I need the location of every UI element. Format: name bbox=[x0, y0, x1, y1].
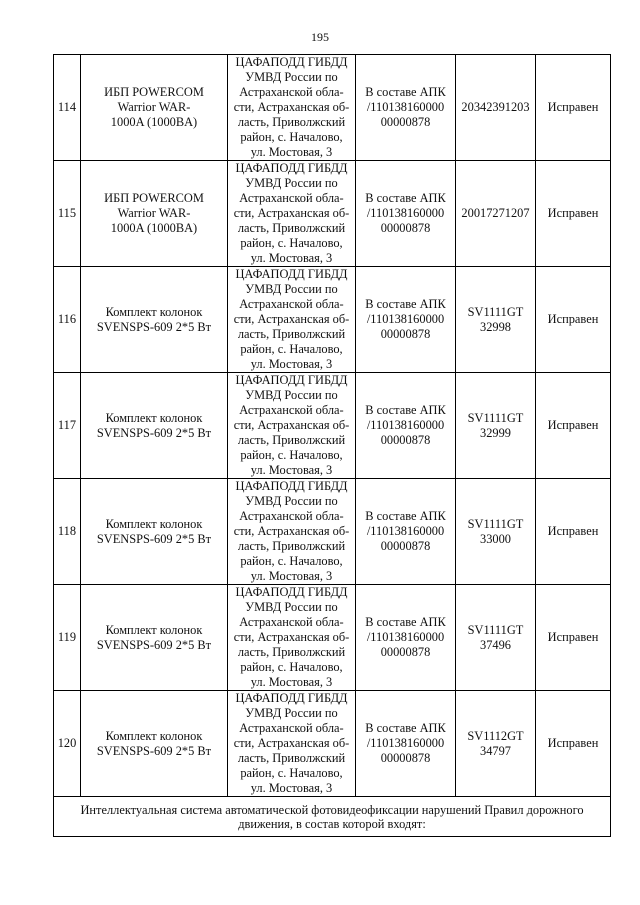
cell-line: В составе АПК bbox=[365, 191, 446, 205]
cell-line: 1000A (1000BA) bbox=[110, 221, 198, 235]
table-row bbox=[54, 161, 611, 267]
cell-line: УМВД России по bbox=[245, 706, 338, 720]
item-composition bbox=[356, 267, 456, 373]
table-row bbox=[54, 691, 611, 797]
cell-line: ЦАФАПОДД ГИБДД bbox=[235, 267, 348, 281]
item-status: Исправен bbox=[536, 373, 611, 479]
cell-line: SVENSPS-609 2*5 Вт bbox=[96, 531, 212, 546]
item-serial bbox=[456, 479, 536, 585]
cell-line: 00000878 bbox=[380, 645, 431, 659]
cell-line: сти, Астраханская об- bbox=[233, 524, 350, 538]
row-number: 115 bbox=[54, 161, 81, 267]
cell-line: сти, Астраханская об- bbox=[233, 206, 350, 220]
cell-line: сти, Астраханская об- bbox=[233, 312, 350, 326]
cell-line: движения, в состав которой входят: bbox=[238, 816, 426, 831]
item-name bbox=[81, 161, 228, 267]
cell-line: SV1111GT bbox=[467, 304, 524, 319]
cell-line: 00000878 bbox=[380, 115, 431, 129]
item-location bbox=[228, 691, 356, 797]
cell-line: ул. Мостовая, 3 bbox=[250, 251, 333, 265]
item-location bbox=[228, 267, 356, 373]
cell-line: район, с. Началово, bbox=[240, 660, 343, 674]
cell-line: Астраханской обла- bbox=[239, 509, 344, 523]
row-number: 120 bbox=[54, 691, 81, 797]
cell-line: ЦАФАПОДД ГИБДД bbox=[235, 691, 348, 705]
cell-line: ласть, Приволжский bbox=[237, 327, 346, 341]
cell-line: ул. Мостовая, 3 bbox=[250, 781, 333, 795]
item-status: Исправен bbox=[536, 55, 611, 161]
cell-line: сти, Астраханская об- bbox=[233, 100, 350, 114]
item-status: Исправен bbox=[536, 585, 611, 691]
table-row bbox=[54, 585, 611, 691]
cell-line: Астраханской обла- bbox=[239, 297, 344, 311]
cell-line: Warrior WAR- bbox=[117, 100, 191, 114]
cell-line: УМВД России по bbox=[245, 70, 338, 84]
cell-line: 1000A (1000BA) bbox=[110, 115, 198, 129]
cell-line: ласть, Приволжский bbox=[237, 433, 346, 447]
table-row bbox=[54, 55, 611, 161]
cell-line: 32998 bbox=[480, 319, 511, 334]
table-row bbox=[54, 373, 611, 479]
item-composition bbox=[356, 55, 456, 161]
cell-line: В составе АПК bbox=[365, 509, 446, 523]
cell-line: SVENSPS-609 2*5 Вт bbox=[96, 425, 212, 440]
cell-line: Warrior WAR- bbox=[117, 206, 191, 220]
cell-line: В составе АПК bbox=[365, 297, 446, 311]
row-number: 118 bbox=[54, 479, 81, 585]
cell-line: 00000878 bbox=[380, 433, 431, 447]
item-name bbox=[81, 691, 228, 797]
cell-line: ЦАФАПОДД ГИБДД bbox=[235, 479, 348, 493]
cell-line: 32999 bbox=[480, 425, 511, 440]
cell-line: SVENSPS-609 2*5 Вт bbox=[96, 319, 212, 334]
cell-line: район, с. Началово, bbox=[240, 342, 343, 356]
cell-line: /110138160000 bbox=[366, 206, 445, 220]
cell-line: ул. Мостовая, 3 bbox=[250, 463, 333, 477]
row-number: 119 bbox=[54, 585, 81, 691]
item-status: Исправен bbox=[536, 479, 611, 585]
cell-line: УМВД России по bbox=[245, 600, 338, 614]
table-row bbox=[54, 267, 611, 373]
row-number: 116 bbox=[54, 267, 81, 373]
cell-line: ласть, Приволжский bbox=[237, 115, 346, 129]
cell-line: Комплект колонок bbox=[105, 622, 203, 637]
cell-line: В составе АПК bbox=[365, 721, 446, 735]
item-status: Исправен bbox=[536, 161, 611, 267]
cell-line: SVENSPS-609 2*5 Вт bbox=[96, 637, 212, 652]
cell-line: Интеллектуальная система автоматической фотовидеофиксации нарушений Правил дорожного bbox=[80, 802, 584, 817]
cell-line: ЦАФАПОДД ГИБДД bbox=[235, 373, 348, 387]
cell-line: ласть, Приволжский bbox=[237, 221, 346, 235]
cell-line: 00000878 bbox=[380, 221, 431, 235]
cell-line: Комплект колонок bbox=[105, 516, 203, 531]
item-composition bbox=[356, 373, 456, 479]
cell-line: /110138160000 bbox=[366, 418, 445, 432]
cell-line: /110138160000 bbox=[366, 100, 445, 114]
cell-line: ласть, Приволжский bbox=[237, 539, 346, 553]
section-row bbox=[54, 797, 611, 837]
cell-line: SV1111GT bbox=[467, 516, 524, 531]
cell-line: ласть, Приволжский bbox=[237, 645, 346, 659]
cell-line: УМВД России по bbox=[245, 388, 338, 402]
cell-line: Астраханской обла- bbox=[239, 615, 344, 629]
cell-line: ЦАФАПОДД ГИБДД bbox=[235, 55, 348, 69]
item-composition bbox=[356, 585, 456, 691]
item-serial bbox=[456, 55, 536, 161]
cell-line: /110138160000 bbox=[366, 630, 445, 644]
cell-line: Астраханской обла- bbox=[239, 191, 344, 205]
item-status: Исправен bbox=[536, 691, 611, 797]
item-name bbox=[81, 373, 228, 479]
cell-line: Астраханской обла- bbox=[239, 721, 344, 735]
item-location bbox=[228, 585, 356, 691]
item-status: Исправен bbox=[536, 267, 611, 373]
equipment-table bbox=[53, 54, 611, 837]
cell-line: Комплект колонок bbox=[105, 728, 203, 743]
section-note bbox=[54, 797, 611, 837]
cell-line: район, с. Началово, bbox=[240, 236, 343, 250]
item-name bbox=[81, 479, 228, 585]
cell-line: 00000878 bbox=[380, 327, 431, 341]
cell-line: 20017271207 bbox=[461, 206, 530, 220]
item-serial bbox=[456, 267, 536, 373]
cell-line: Астраханской обла- bbox=[239, 403, 344, 417]
item-name bbox=[81, 585, 228, 691]
cell-line: 37496 bbox=[480, 637, 511, 652]
row-number: 117 bbox=[54, 373, 81, 479]
cell-line: 34797 bbox=[480, 743, 511, 758]
cell-line: ИБП POWERCOM bbox=[104, 85, 204, 99]
item-name bbox=[81, 55, 228, 161]
item-serial bbox=[456, 161, 536, 267]
item-location bbox=[228, 161, 356, 267]
item-serial bbox=[456, 373, 536, 479]
cell-line: SVENSPS-609 2*5 Вт bbox=[96, 743, 212, 758]
cell-line: SV1111GT bbox=[467, 410, 524, 425]
cell-line: сти, Астраханская об- bbox=[233, 630, 350, 644]
item-composition bbox=[356, 161, 456, 267]
cell-line: УМВД России по bbox=[245, 176, 338, 190]
cell-line: SV1111GT bbox=[467, 622, 524, 637]
row-number: 114 bbox=[54, 55, 81, 161]
cell-line: /110138160000 bbox=[366, 312, 445, 326]
page-number: 195 bbox=[311, 30, 329, 44]
cell-line: 33000 bbox=[480, 531, 511, 546]
cell-line: УМВД России по bbox=[245, 282, 338, 296]
cell-line: ЦАФАПОДД ГИБДД bbox=[235, 161, 348, 175]
cell-line: /110138160000 bbox=[366, 736, 445, 750]
cell-line: В составе АПК bbox=[365, 85, 446, 99]
cell-line: ул. Мостовая, 3 bbox=[250, 675, 333, 689]
cell-line: ЦАФАПОДД ГИБДД bbox=[235, 585, 348, 599]
item-location bbox=[228, 373, 356, 479]
cell-line: район, с. Началово, bbox=[240, 554, 343, 568]
cell-line: 20342391203 bbox=[461, 100, 530, 114]
cell-line: ул. Мостовая, 3 bbox=[250, 145, 333, 159]
item-location bbox=[228, 479, 356, 585]
cell-line: сти, Астраханская об- bbox=[233, 418, 350, 432]
cell-line: В составе АПК bbox=[365, 403, 446, 417]
cell-line: Комплект колонок bbox=[105, 410, 203, 425]
cell-line: 00000878 bbox=[380, 539, 431, 553]
cell-line: /110138160000 bbox=[366, 524, 445, 538]
item-serial bbox=[456, 585, 536, 691]
cell-line: сти, Астраханская об- bbox=[233, 736, 350, 750]
cell-line: 00000878 bbox=[380, 751, 431, 765]
cell-line: ласть, Приволжский bbox=[237, 751, 346, 765]
cell-line: ИБП POWERCOM bbox=[104, 191, 204, 205]
cell-line: район, с. Началово, bbox=[240, 448, 343, 462]
cell-line: Астраханской обла- bbox=[239, 85, 344, 99]
cell-line: Комплект колонок bbox=[105, 304, 203, 319]
cell-line: УМВД России по bbox=[245, 494, 338, 508]
cell-line: В составе АПК bbox=[365, 615, 446, 629]
item-composition bbox=[356, 479, 456, 585]
item-serial bbox=[456, 691, 536, 797]
cell-line: район, с. Началово, bbox=[240, 766, 343, 780]
item-composition bbox=[356, 691, 456, 797]
cell-line: ул. Мостовая, 3 bbox=[250, 357, 333, 371]
item-name bbox=[81, 267, 228, 373]
cell-line: SV1112GT bbox=[467, 728, 524, 743]
cell-line: ул. Мостовая, 3 bbox=[250, 569, 333, 583]
item-location bbox=[228, 55, 356, 161]
table-row bbox=[54, 479, 611, 585]
cell-line: район, с. Началово, bbox=[240, 130, 343, 144]
